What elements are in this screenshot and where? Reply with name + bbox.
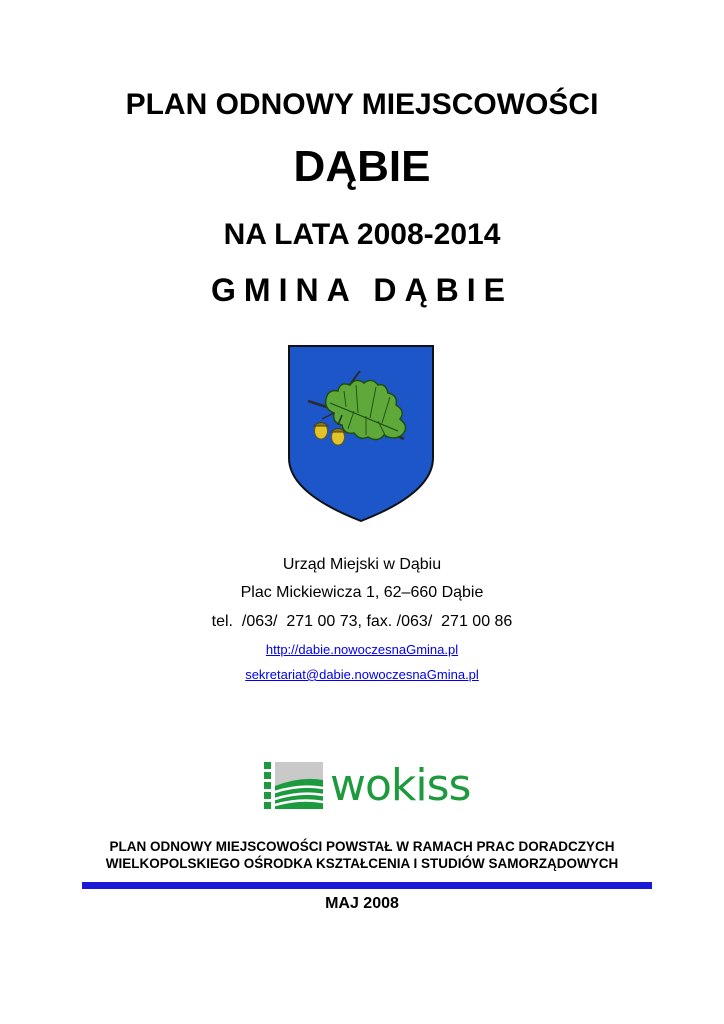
wokiss-wordmark: wokiss — [330, 760, 471, 811]
office-address: Plac Mickiewicza 1, 62–660 Dąbie — [240, 584, 484, 601]
footer-divider-bar — [82, 882, 652, 889]
title-years: NA LATA 2008-2014 — [223, 218, 501, 251]
wokiss-logo — [260, 758, 470, 816]
title-line-plan: PLAN ODNOWY MIEJSCOWOŚCI — [125, 88, 599, 121]
website-link[interactable]: http://dabie.nowoczesnaGmina.pl — [265, 642, 459, 657]
coat-of-arms-icon — [286, 343, 436, 523]
footer-note-line2: WIELKOPOLSKIEGO OŚRODKA KSZTAŁCENIA I STUDIÓW SAMORZĄDOWYCH — [105, 856, 619, 871]
office-phone-fax: tel. /063/ 271 00 73, fax. /063/ 271 00 86 — [211, 613, 513, 630]
publication-date: MAJ 2008 — [325, 895, 399, 912]
office-name: Urząd Miejski w Dąbiu — [282, 556, 442, 573]
footer-note-line1: PLAN ODNOWY MIEJSCOWOŚCI POWSTAŁ W RAMACH PRAC DORADCZYCH — [109, 839, 615, 854]
email-link[interactable]: sekretariat@dabie.nowoczesnaGmina.pl — [245, 667, 479, 682]
title-commune: GMINA DĄBIE — [211, 272, 513, 308]
title-town-name: DĄBIE — [293, 142, 431, 191]
